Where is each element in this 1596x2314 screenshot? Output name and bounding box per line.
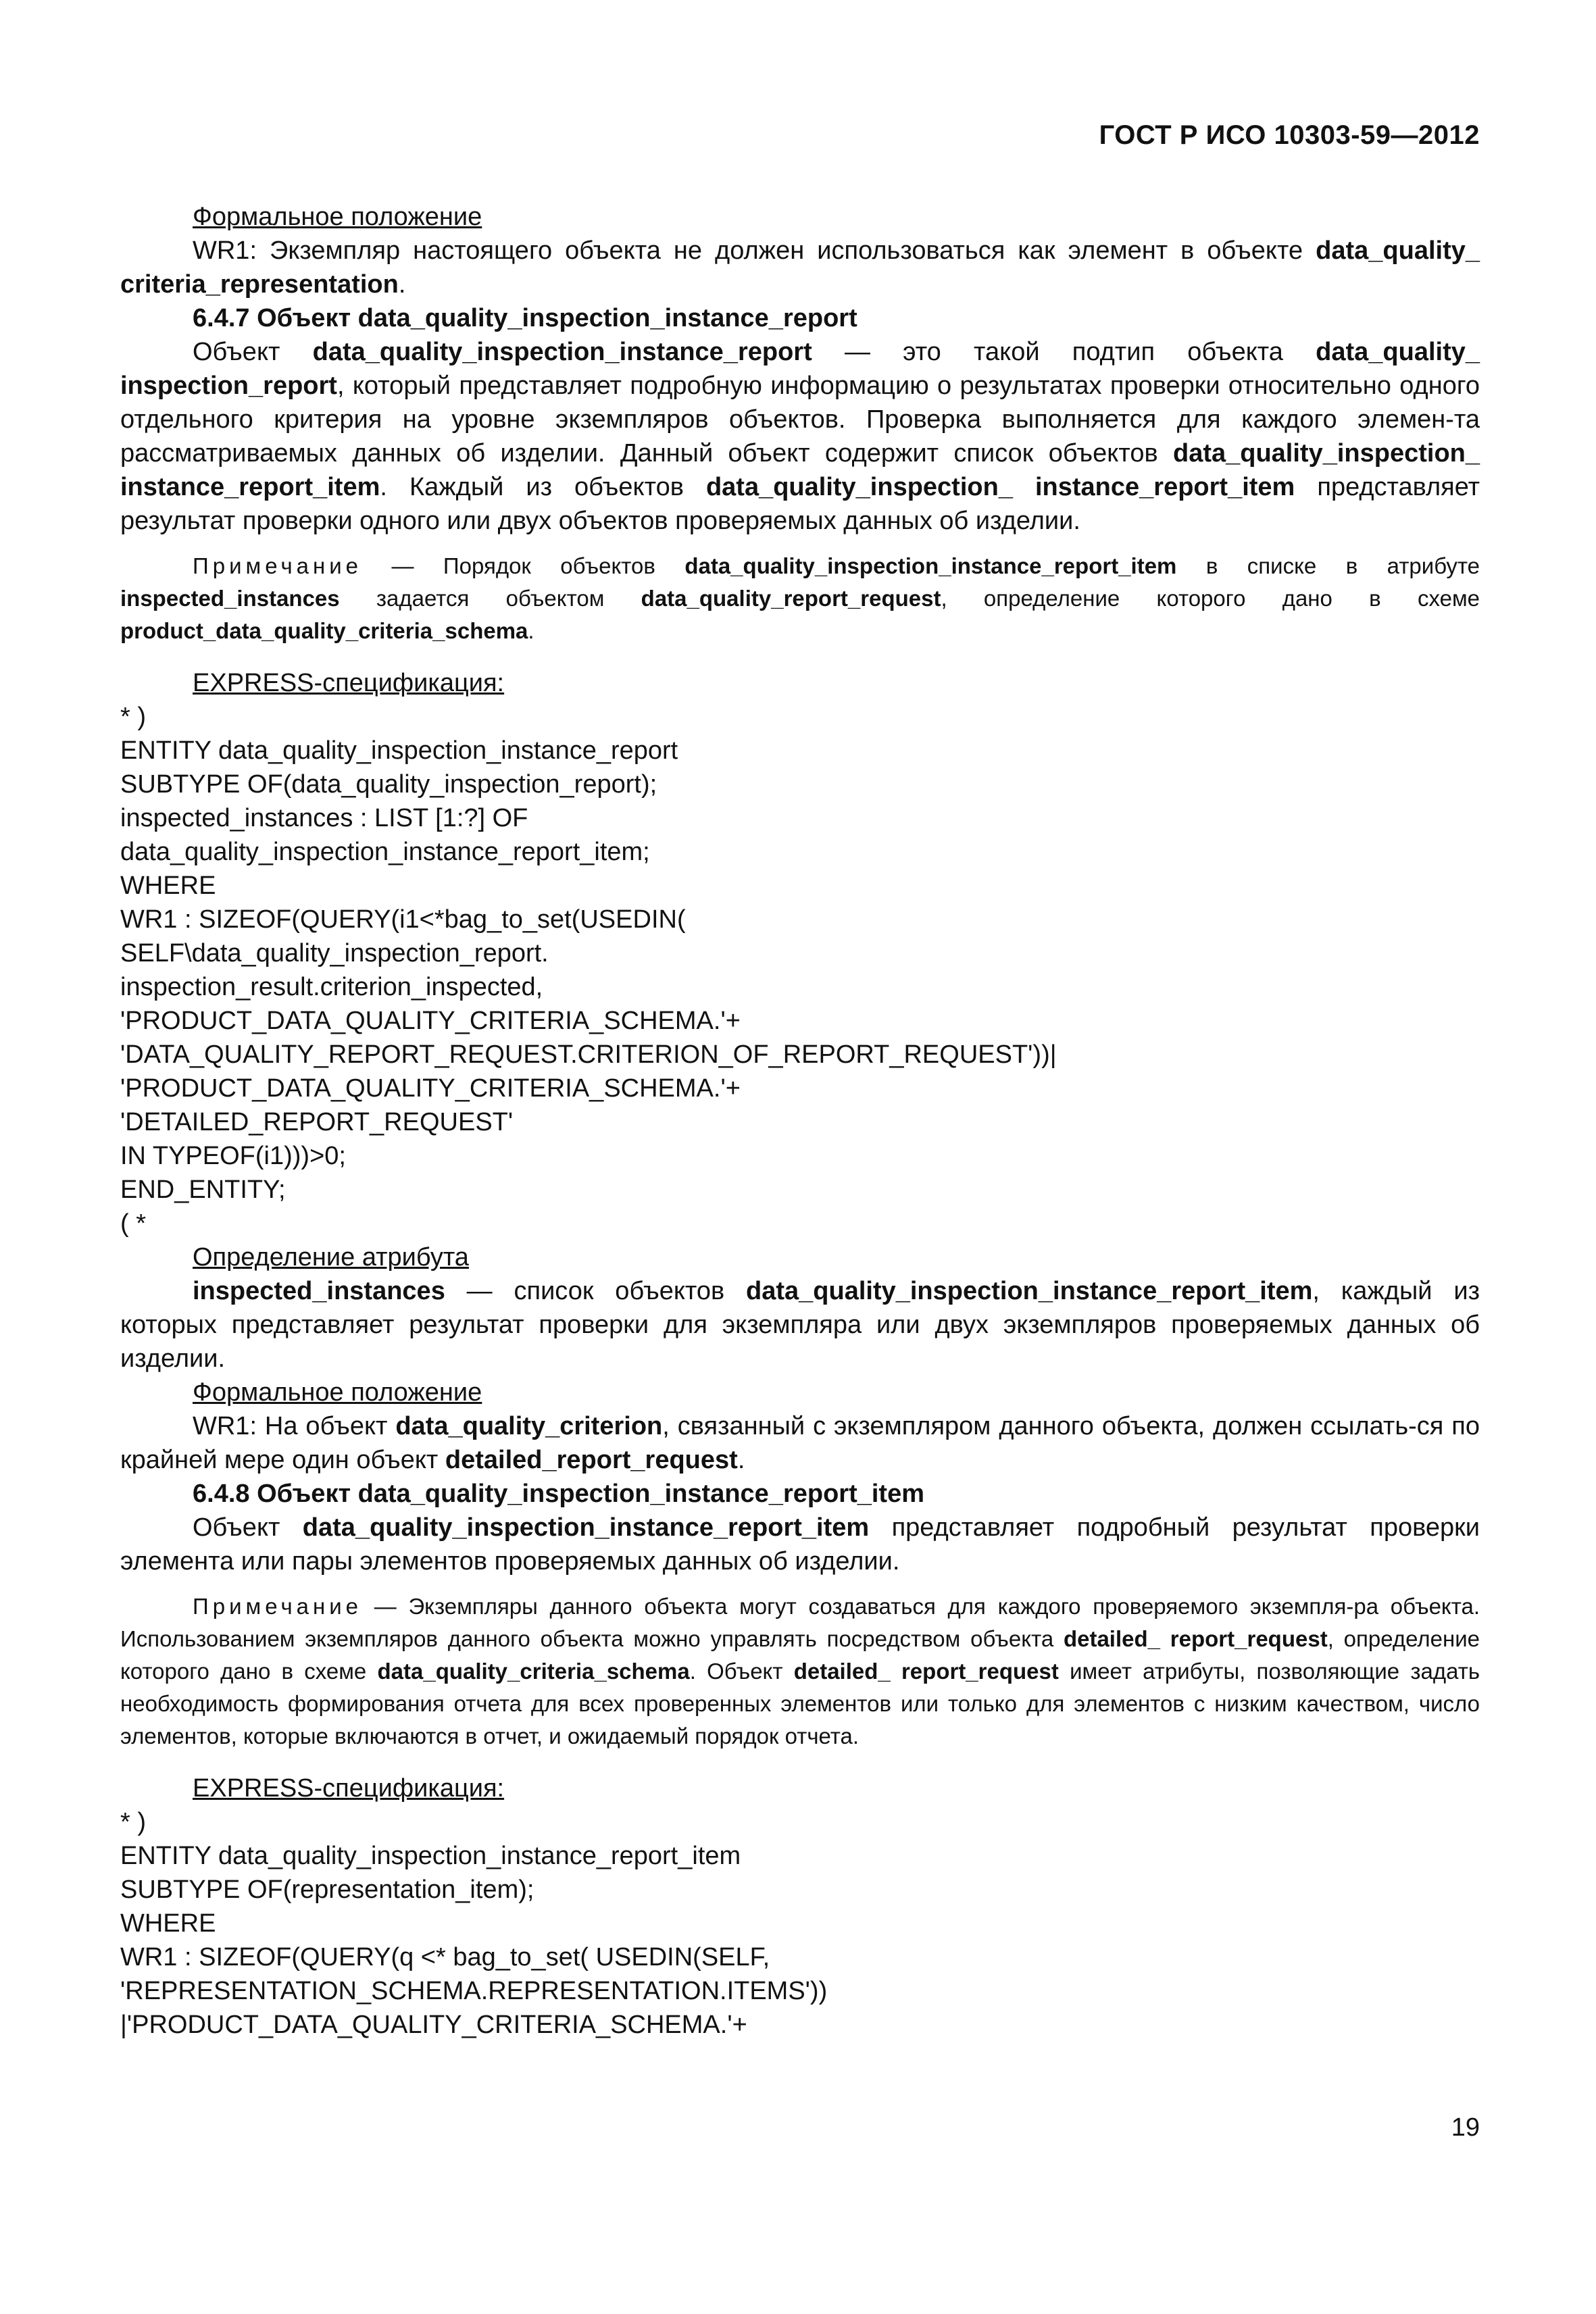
attribute-name: inspected_instances — [193, 1277, 445, 1305]
code-line: WR1 : SIZEOF(QUERY(i1<*bag_to_set(USEDIN( — [120, 905, 686, 934]
entity-name: data_quality_inspection_instance_report — [312, 338, 812, 366]
text: , связанный с экземпляром данного объекта, должен ссылать-ся по крайней мере один объект — [120, 1412, 1480, 1474]
entity-name: data_quality_ criteria_representation — [120, 236, 1480, 299]
entity-name: detailed_ report_request — [793, 1659, 1059, 1684]
express-label: EXPRESS-спецификация: — [193, 669, 505, 697]
section-heading-6-4-8: 6.4.8 Объект data_quality_inspection_instance_report_item — [193, 1480, 924, 1508]
entity-name: detailed_ report_request — [1063, 1626, 1328, 1651]
text: Объект — [193, 338, 313, 366]
formal-clause-label: Формальное положение — [193, 1378, 482, 1407]
entity-name: data_quality_report_request — [641, 586, 941, 611]
attribute-definition-label: Определение атрибута — [193, 1243, 469, 1272]
text: . — [737, 1446, 745, 1474]
text: в списке в атрибуте — [1176, 553, 1480, 578]
section-paragraph — [120, 1511, 1480, 1578]
text: — Порядок объектов — [362, 553, 685, 578]
text: , определение которого дано в схеме — [941, 586, 1480, 611]
code-line: 'PRODUCT_DATA_QUALITY_CRITERIA_SCHEMA.'+ — [120, 1074, 741, 1103]
code-line: inspected_instances : LIST [1:?] OF — [120, 804, 528, 832]
entity-name: data_quality_inspection_ instance_report_item — [120, 439, 1480, 501]
code-line: data_quality_inspection_instance_report_item; — [120, 838, 650, 866]
entity-name: detailed_report_request — [445, 1446, 738, 1474]
code-line: ( * — [120, 1209, 146, 1238]
code-line: ENTITY data_quality_inspection_instance_report_item — [120, 1842, 741, 1870]
note-paragraph — [120, 550, 1480, 647]
text: WR1: Экземпляр настоящего объекта не должен использоваться как элемент в объекте — [193, 236, 1316, 265]
entity-name: data_quality_inspection_instance_report_item — [746, 1277, 1313, 1305]
code-line: 'DATA_QUALITY_REPORT_REQUEST.CRITERION_OF_REPORT_REQUEST'))| — [120, 1040, 1057, 1069]
text: . Каждый из объектов — [380, 473, 706, 501]
note-lead: Примечание — [193, 1594, 363, 1619]
text: Объект — [193, 1513, 303, 1542]
document-header: ГОСТ Р ИСО 10303-59—2012 — [1099, 120, 1480, 150]
text: — Экземпляры данного объекта могут создаваться для каждого проверяемого экземпля-ра объекта. Использованием экземпляров данного объекта можно управлять посредством объекта — [120, 1594, 1480, 1651]
note-lead: Примечание — [193, 553, 363, 578]
express-code-block — [120, 1805, 1480, 2042]
code-line: |'PRODUCT_DATA_QUALITY_CRITERIA_SCHEMA.'+ — [120, 2011, 747, 2039]
code-line: SUBTYPE OF(representation_item); — [120, 1876, 534, 1904]
code-line: 'PRODUCT_DATA_QUALITY_CRITERIA_SCHEMA.'+ — [120, 1007, 741, 1035]
formal-clause-wr1 — [120, 234, 1480, 301]
formal-clause-label: Формальное положение — [193, 203, 482, 231]
entity-name: data_quality_inspection_instance_report_item — [684, 553, 1177, 578]
entity-name: product_data_quality_criteria_schema — [120, 618, 528, 643]
entity-name: data_quality_inspection_instance_report_item — [302, 1513, 870, 1542]
express-label: EXPRESS-спецификация: — [193, 1774, 505, 1803]
code-line: inspection_result.criterion_inspected, — [120, 973, 543, 1001]
text: , каждый из которых представляет результат проверки для экземпляра или двух экземпляров проверяемых данных об изделии. — [120, 1277, 1480, 1373]
formal-clause-wr1 — [120, 1409, 1480, 1477]
entity-name: data_quality_ inspection_report — [120, 338, 1480, 400]
text: представляет результат проверки одного или двух объектов проверяемых данных об изделии. — [120, 473, 1480, 535]
content — [120, 200, 1480, 2042]
entity-name: inspected_instances — [120, 586, 340, 611]
express-code-block — [120, 700, 1480, 1240]
text: задается объектом — [339, 586, 641, 611]
code-line: 'DETAILED_REPORT_REQUEST' — [120, 1108, 514, 1136]
text: , определение которого дано в схеме — [120, 1626, 1480, 1684]
text: WR1: На объект — [193, 1412, 396, 1440]
code-line: * ) — [120, 703, 146, 731]
code-line: 'REPRESENTATION_SCHEMA.REPRESENTATION.ITEMS')) — [120, 1977, 828, 2005]
text: . Объект — [689, 1659, 794, 1684]
page-number: 19 — [1451, 2113, 1480, 2142]
entity-name: data_quality_inspection_ instance_report_item — [705, 473, 1295, 501]
text: — список объектов — [445, 1277, 747, 1305]
code-line: SUBTYPE OF(data_quality_inspection_report); — [120, 770, 657, 799]
entity-name: data_quality_criterion — [395, 1412, 663, 1440]
code-line: WHERE — [120, 872, 216, 900]
code-line: WR1 : SIZEOF(QUERY(q <* bag_to_set( USEDIN(SELF, — [120, 1943, 770, 1971]
text: — это такой подтип объекта — [812, 338, 1316, 366]
attribute-definition — [120, 1274, 1480, 1376]
text: имеет атрибуты, позволяющие задать необходимость формирования отчета для всех проверенных элементов или только для элементов с низким качеством, число элементов, которые включаются в отчет, и ожидаемый порядок отчета. — [120, 1659, 1480, 1749]
text: , который представляет подробную информацию о результатах проверки относительно одного отдельного критерия на уровне экземпляров объектов. Проверка выполняется для каждого элемен-та рассматриваемых данных об изделии. Данный объект содержит список объектов — [120, 372, 1480, 468]
entity-name: data_quality_criteria_schema — [377, 1659, 690, 1684]
note-paragraph — [120, 1590, 1480, 1753]
text: . — [528, 618, 534, 643]
code-line: * ) — [120, 1808, 146, 1836]
section-paragraph — [120, 335, 1480, 538]
code-line: WHERE — [120, 1909, 216, 1938]
text: . — [398, 270, 406, 299]
text: представляет подробный результат проверки элемента или пары элементов проверяемых данных об изделии. — [120, 1513, 1480, 1576]
section-heading-6-4-7: 6.4.7 Объект data_quality_inspection_instance_report — [193, 304, 857, 332]
code-line: SELF\data_quality_inspection_report. — [120, 939, 549, 967]
code-line: IN TYPEOF(i1)))>0; — [120, 1142, 346, 1170]
code-line: ENTITY data_quality_inspection_instance_report — [120, 736, 678, 765]
code-line: END_ENTITY; — [120, 1176, 286, 1204]
